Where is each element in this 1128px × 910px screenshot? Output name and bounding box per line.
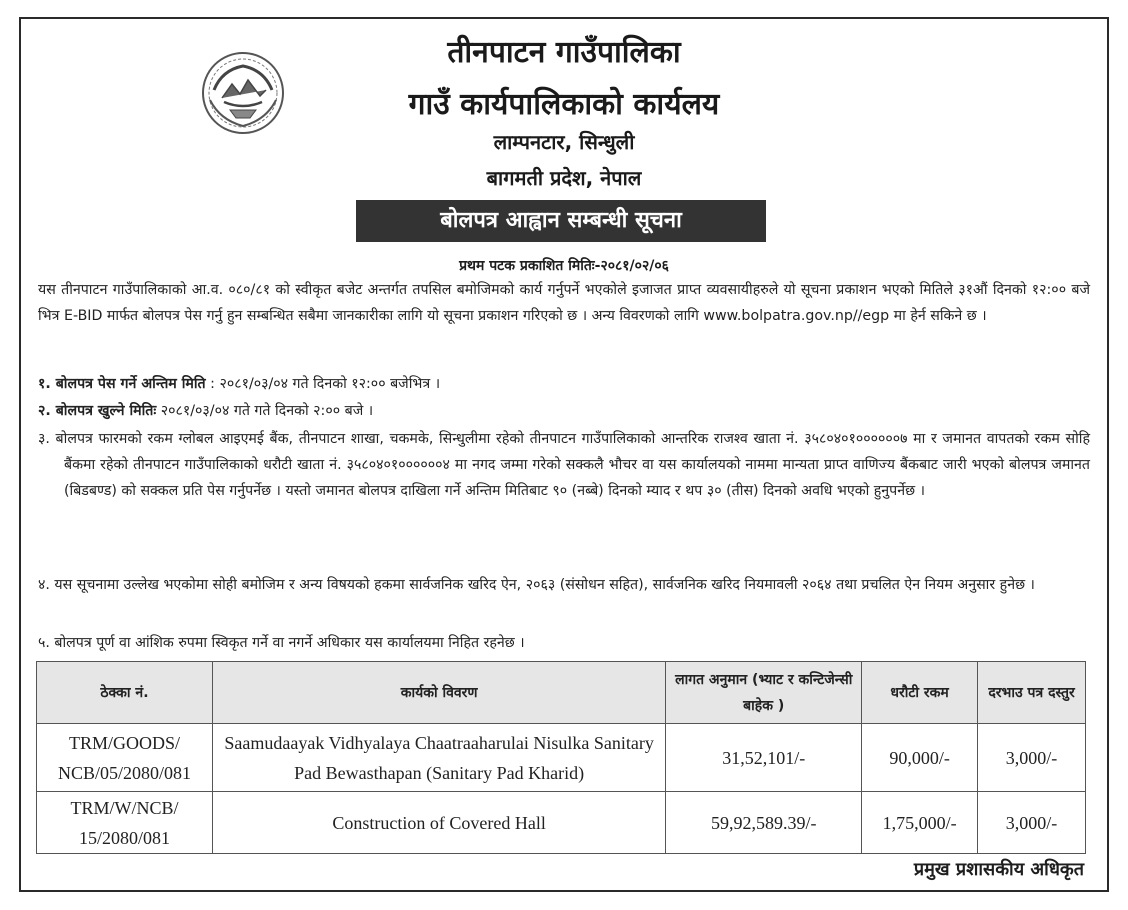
office-location: लाम्पनटार, सिन्धुली (493, 130, 635, 154)
point-2 (38, 399, 1090, 425)
table-row (37, 792, 1086, 854)
tender-table (36, 661, 1086, 854)
cell-estimate: 31,52,101/- (666, 724, 862, 792)
first-published-date: प्रथम पटक प्रकाशित मितिः-२०८१/०२/०६ (459, 258, 669, 274)
header-description: कार्यको विवरण (212, 662, 665, 724)
cell-estimate: 59,92,589.39/- (666, 792, 862, 854)
point-1-text: : २०८१/०३/०४ गते दिनको १२:०० बजेभित्र । (205, 376, 441, 392)
header-bid-fee: दरभाउ पत्र दस्तुर (978, 662, 1086, 724)
header-cost-estimate: लागत अनुमान (भ्याट र कन्टिजेन्सी बाहेक ) (666, 662, 862, 724)
cell-fee: 3,000/- (978, 792, 1086, 854)
signatory: प्रमुख प्रशासकीय अधिकृत (913, 859, 1084, 880)
cell-description: Saamudaayak Vidhyalaya Chaatraaharulai Nisulka Sanitary Pad Bewasthapan (Sanitary Pad Kharid) (212, 724, 665, 792)
point-2-label: २. बोलपत्र खुल्ने मितिः (38, 403, 157, 419)
point-1-label: १. बोलपत्र पेस गर्ने अन्तिम मिति (38, 376, 206, 392)
table-header-row (37, 662, 1086, 724)
notice-intro: यस तीनपाटन गाउँपालिकाको आ.व. ०८०/८१ को स्वीकृत बजेट अन्तर्गत तपसिल बमोजिमको कार्य गर्नुपर्ने भएकोले इजाजत प्राप्त व्यवसायीहरुले यो सूचना प्रकाशन भएको मितिले ३१औं दिनको १२:०० बजे भित्र E-BID मार्फत बोलपत्र पेस गर्नु हुन सम्बन्धित सबैमा जानकारीका लागि यो सूचना प्रकाशन गरिएको छ । अन्य विवरणको लागि www.bolpatra.gov.np//egp मा हेर्न सकिने छ । (38, 282, 1090, 324)
point-5: ५. बोलपत्र पूर्ण वा आंशिक रुपमा स्विकृत गर्ने वा नगर्ने अधिकार यस कार्यालयमा निहित रहनेछ । (38, 635, 525, 651)
point-2-text: २०८१/०३/०४ गते गते दिनको २:०० बजे । (156, 403, 374, 419)
table-row (37, 724, 1086, 792)
point-1 (38, 372, 1090, 398)
header-contract-no: ठेक्का नं. (37, 662, 213, 724)
point-3: ३. बोलपत्र फारमको रकम ग्लोबल आइएमई बैंक, तीनपाटन शाखा, चकमके, सिन्धुलीमा रहेको तीनपाटन गाउँपालिकाको आन्तरिक राजश्व खाता नं. ३५८०४०१००००००७ मा र जमानत वापतको रकम सोहि बैंकमा रहेको तीनपाटन गाउँपालिकाको धरौटी खाता नं. ३५८०४०१००००००४ मा नगद जम्मा गरेको सक्कलै भौचर वा यस कार्यालयको नाममा मान्यता प्राप्त वाणिज्य बैंकबाट जारी भएको बोलपत्र जमानत (बिडबण्ड) को सक्कल प्रति पेस गर्नुपर्नेछ । यस्तो जमानत बोलपत्र दाखिला गर्ने अन्तिम मितिबाट ९० (नब्बे) दिनको म्याद र थप ३० (तीस) दिनको अवधि भएको हुनुपर्नेछ । (38, 431, 1090, 499)
cell-fee: 3,000/- (978, 724, 1086, 792)
point-4: ४. यस सूचनामा उल्लेख भएकोमा सोही बमोजिम र अन्य विषयको हकमा सार्वजनिक खरिद ऐन, २०६३ (संसोधन सहित), सार्वजनिक खरिद नियमावली २०६४ तथा प्रचलित ऐन नियम अनुसार हुनेछ । (38, 577, 1035, 593)
office-province: बागमती प्रदेश, नेपाल (486, 166, 642, 190)
office-name: गाउँ कार्यपालिकाको कार्यलय (408, 87, 720, 122)
cell-contract-no: TRM/W/NCB/ 15/2080/081 (37, 792, 213, 854)
notice-title: बोलपत्र आह्वान सम्बन्धी सूचना (356, 200, 766, 242)
cell-description: Construction of Covered Hall (212, 792, 665, 854)
cell-deposit: 90,000/- (862, 724, 978, 792)
municipality-name: तीनपाटन गाउँपालिका (447, 35, 681, 70)
header-deposit: धरौटी रकम (862, 662, 978, 724)
cell-deposit: 1,75,000/- (862, 792, 978, 854)
cell-contract-no: TRM/GOODS/ NCB/05/2080/081 (37, 724, 213, 792)
